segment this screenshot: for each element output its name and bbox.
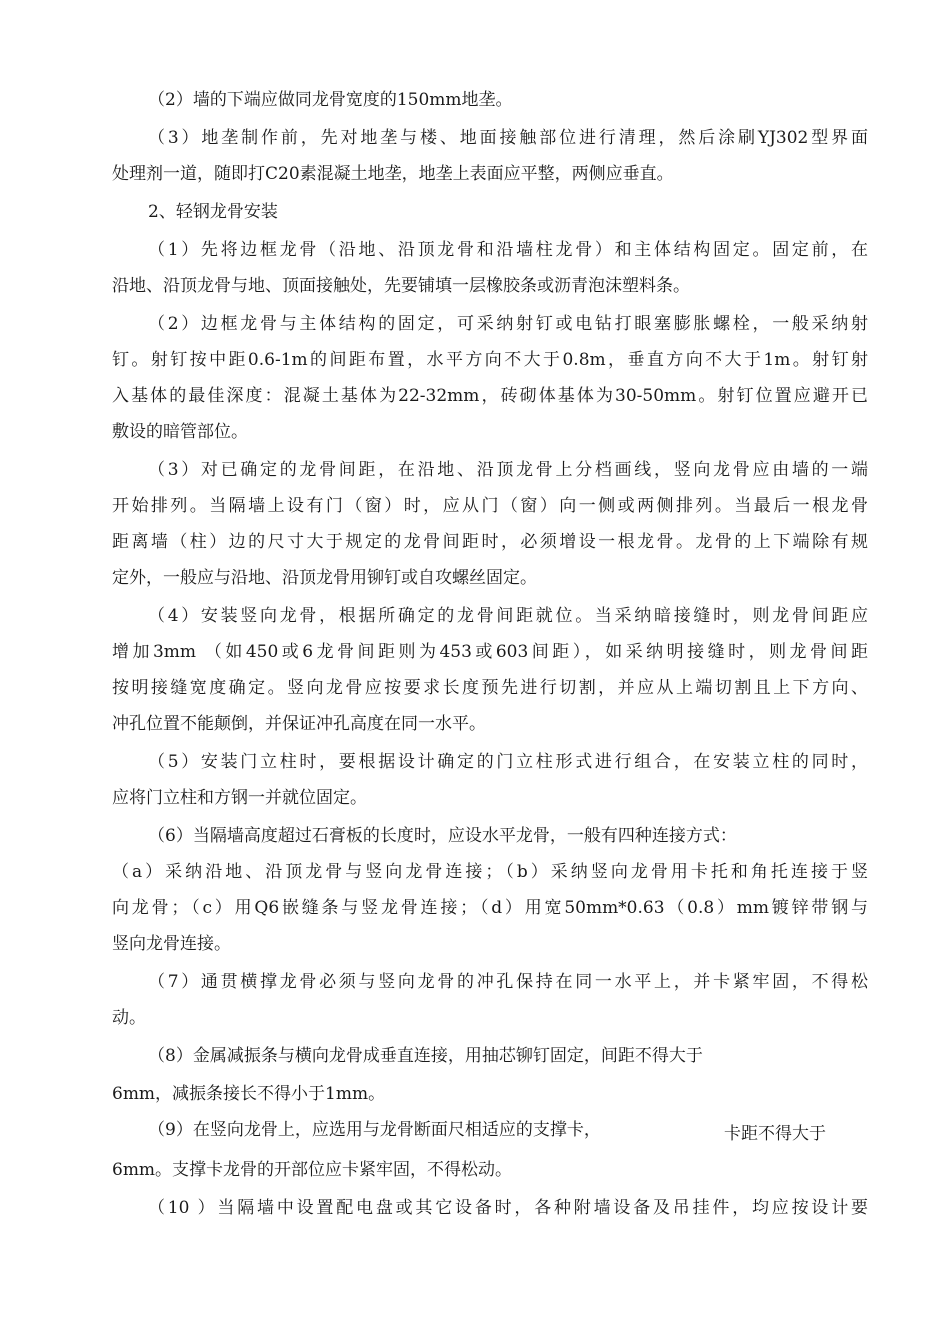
paragraph-line: 距离墙（柱）边的尺寸大于规定的龙骨间距时，必须增设一根龙骨。龙骨的上下端除有规 <box>112 532 868 552</box>
paragraph-line: （6）当隔墙高度超过石膏板的长度时，应设水平龙骨，一般有四种连接方式： <box>148 826 737 846</box>
paragraph-line: 沿地、沿顶龙骨与地、顶面接触处，先要铺填一层橡胶条或沥青泡沫塑料条。 <box>112 276 690 296</box>
paragraph-line: 按明接缝宽度确定。竖向龙骨应按要求长度预先进行切割，并应从上端切割且上下方向、 <box>112 678 868 698</box>
paragraph-line: （4）安装竖向龙骨，根据所确定的龙骨间距就位。当采纳暗接缝时，则龙骨间距应 <box>148 606 868 626</box>
paragraph-line: （2）边框龙骨与主体结构的固定，可采纳射钉或电钻打眼塞膨胀螺栓，一般采纳射 <box>148 314 868 334</box>
paragraph-line: （5）安装门立柱时，要根据设计确定的门立柱形式进行组合，在安装立柱的同时， <box>148 752 868 772</box>
paragraph-line: （8）金属减振条与横向龙骨成垂直连接，用抽芯铆钉固定，间距不得大于 <box>148 1046 703 1066</box>
paragraph-line: 冲孔位置不能颠倒，并保证冲孔高度在同一水平。 <box>112 714 486 734</box>
paragraph-line: 6mm。支撑卡龙骨的开部位应卡紧牢固，不得松动。 <box>112 1160 513 1180</box>
paragraph-line: 向龙骨；（c）用Q6嵌缝条与竖龙骨连接；（d）用宽50mm*0.63（0.8）mm镀锌带钢与 <box>112 898 868 918</box>
paragraph-line: 竖向龙骨连接。 <box>112 934 231 954</box>
paragraph-line: 定外，一般应与沿地、沿顶龙骨用铆钉或自攻螺丝固定。 <box>112 568 537 588</box>
paragraph-line: 应将门立柱和方钢一并就位固定。 <box>112 788 367 808</box>
paragraph-line: 敷设的暗管部位。 <box>112 422 248 442</box>
paragraph-line: （7）通贯横撑龙骨必须与竖向龙骨的冲孔保持在同一水平上，并卡紧牢固，不得松 <box>148 972 868 992</box>
paragraph-line: （3）地垄制作前，先对地垄与楼、地面接触部位进行清理，然后涂刷YJ302型界面 <box>148 128 868 148</box>
paragraph-line: 动。 <box>112 1008 146 1028</box>
paragraph-line: 处理剂一道，随即打C20素混凝土地垄，地垄上表面应平整，两侧应垂直。 <box>112 164 674 184</box>
paragraph-line: （1）先将边框龙骨（沿地、沿顶龙骨和沿墙柱龙骨）和主体结构固定。固定前，在 <box>148 240 868 260</box>
paragraph-line: （2）墙的下端应做同龙骨宽度的150mm地垄。 <box>148 90 513 110</box>
paragraph-line: （3）对已确定的龙骨间距，在沿地、沿顶龙骨上分档画线，竖向龙骨应由墙的一端 <box>148 460 868 480</box>
paragraph-line-fragment: 卡距不得大于 <box>724 1124 826 1144</box>
paragraph-line: 增加3mm （如450或6龙骨间距则为453或603间距），如采纳明接缝时，则龙骨间距 <box>112 642 868 662</box>
paragraph-line: 入基体的最佳深度：混凝土基体为22-32mm，砖砌体基体为30-50mm。射钉位置应避开已 <box>112 386 868 406</box>
paragraph-line: 6mm，减振条接长不得小于1mm。 <box>112 1084 386 1104</box>
section-heading: 2、轻钢龙骨安装 <box>148 202 278 222</box>
paragraph-line: 开始排列。当隔墙上设有门（窗）时，应从门（窗）向一侧或两侧排列。当最后一根龙骨 <box>112 496 868 516</box>
paragraph-line: 钉。射钉按中距0.6-1m的间距布置，水平方向不大于0.8m，垂直方向不大于1m。射钉射 <box>112 350 868 370</box>
paragraph-line: （10 ）当隔墙中设置配电盘或其它设备时，各种附墙设备及吊挂件，均应按设计要 <box>148 1198 868 1218</box>
paragraph-line: （9）在竖向龙骨上，应选用与龙骨断面尺相适应的支撑卡， <box>148 1120 601 1140</box>
paragraph-line: （a）采纳沿地、沿顶龙骨与竖向龙骨连接；（b）采纳竖向龙骨用卡托和角托连接于竖 <box>112 862 868 882</box>
